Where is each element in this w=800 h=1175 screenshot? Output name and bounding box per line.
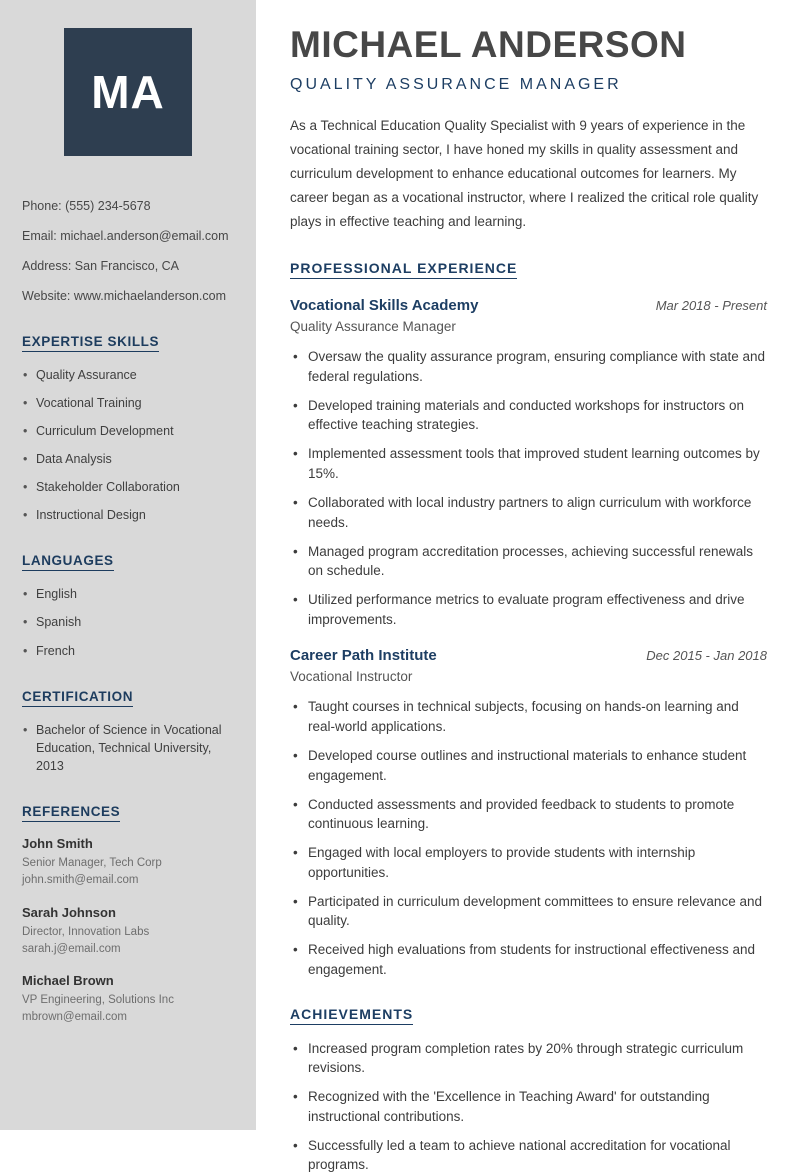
job-bullet: • Oversaw the quality assurance program, ensuring compliance with state and federal regulations. xyxy=(290,347,767,386)
skill-item: • Curriculum Development xyxy=(22,422,234,440)
language-item: • French xyxy=(22,642,234,660)
contact-phone: Phone: (555) 234-5678 xyxy=(22,199,151,213)
job-bullet: • Developed training materials and conducted workshops for instructors on effective teaching strategies. xyxy=(290,396,767,435)
job-role: Quality Assurance Manager xyxy=(290,319,456,335)
main-content xyxy=(256,0,800,1173)
references-section xyxy=(22,803,234,1027)
reference-title: Director, Innovation Labs xyxy=(22,925,150,938)
reference-title: VP Engineering, Solutions Inc xyxy=(22,994,174,1006)
reference-entry xyxy=(22,973,234,1027)
experience-section xyxy=(290,260,767,980)
job-header xyxy=(290,647,767,664)
skill-item: • Stakeholder Collaboration xyxy=(22,478,234,496)
certification-list xyxy=(22,721,234,775)
achievements-section xyxy=(290,1006,767,1175)
reference-entry xyxy=(22,836,234,890)
achievement-bullet: • Successfully led a team to achieve national accreditation for vocational programs. xyxy=(290,1136,767,1175)
contact-website: Website: www.michaelanderson.com xyxy=(22,288,227,303)
skills-section xyxy=(22,333,234,525)
job-role: Vocational Instructor xyxy=(290,669,413,685)
skill-item: • Instructional Design xyxy=(22,506,234,524)
job-company: Vocational Skills Academy xyxy=(290,297,479,315)
language-item: • English xyxy=(22,585,234,603)
job-bullet: • Participated in curriculum development committees to ensure relevance and quality. xyxy=(290,892,767,931)
achievements-list xyxy=(290,1039,767,1175)
job-entry xyxy=(290,647,767,979)
job-bullet: • Collaborated with local industry partners to align curriculum with workforce needs. xyxy=(290,493,767,532)
job-bullet-list xyxy=(290,697,767,979)
languages-list xyxy=(22,585,234,659)
language-item: • Spanish xyxy=(22,613,234,631)
job-company: Career Path Institute xyxy=(290,647,437,665)
skill-item: • Data Analysis xyxy=(22,450,234,468)
reference-name: John Smith xyxy=(22,836,93,851)
achievement-bullet: • Recognized with the 'Excellence in Teaching Award' for outstanding instructional contributions. xyxy=(290,1087,767,1126)
reference-name: Sarah Johnson xyxy=(22,904,116,920)
job-dates: Mar 2018 - Present xyxy=(655,298,767,314)
achievement-bullet: • Increased program completion rates by 20% through strategic curriculum revisions. xyxy=(290,1039,767,1078)
job-bullet: • Developed course outlines and instructional materials to enhance student engagement. xyxy=(290,746,767,785)
job-bullet: • Implemented assessment tools that improved student learning outcomes by 15%. xyxy=(290,444,767,483)
job-bullet: • Engaged with local employers to provide students with internship opportunities. xyxy=(290,843,767,882)
job-dates: Dec 2015 - Jan 2018 xyxy=(646,648,767,664)
job-header xyxy=(290,297,767,314)
job-entry xyxy=(290,297,767,629)
job-bullet: • Received high evaluations from students for instructional effectiveness and engagement. xyxy=(290,940,767,979)
person-role-title: QUALITY ASSURANCE MANAGER xyxy=(290,76,622,93)
job-bullet: • Utilized performance metrics to evaluate program effectiveness and drive improvements. xyxy=(290,590,767,629)
languages-section-title: LANGUAGES xyxy=(22,553,114,571)
job-bullet: • Managed program accreditation processes, achieving successful renewals on schedule. xyxy=(290,542,767,581)
reference-name: Michael Brown xyxy=(22,973,114,988)
certification-section xyxy=(22,688,234,775)
contact-info xyxy=(22,198,234,305)
contact-email: Email: michael.anderson@email.com xyxy=(22,228,229,243)
reference-entry xyxy=(22,905,234,959)
skill-item: • Vocational Training xyxy=(22,394,234,412)
reference-email: john.smith@email.com xyxy=(22,874,139,887)
avatar xyxy=(64,28,192,156)
skills-list xyxy=(22,366,234,525)
languages-section xyxy=(22,552,234,659)
references-section-title: REFERENCES xyxy=(22,804,120,822)
achievements-section-title: ACHIEVEMENTS xyxy=(290,1006,413,1025)
certification-section-title: CERTIFICATION xyxy=(22,689,133,707)
skill-item: • Quality Assurance xyxy=(22,366,234,384)
certification-item: • Bachelor of Science in Vocational Education, Technical University, 2013 xyxy=(22,721,234,775)
avatar-initials: MA xyxy=(91,66,165,118)
reference-email: mbrown@email.com xyxy=(22,1011,127,1024)
reference-email: sarah.j@email.com xyxy=(22,942,121,955)
sidebar xyxy=(0,0,256,1130)
contact-address: Address: San Francisco, CA xyxy=(22,258,180,273)
job-bullet-list xyxy=(290,347,767,629)
person-name: MICHAEL ANDERSON xyxy=(290,24,687,65)
experience-section-title: PROFESSIONAL EXPERIENCE xyxy=(290,260,517,279)
job-bullet: • Conducted assessments and provided feedback to students to promote continuous learning. xyxy=(290,795,767,834)
skills-section-title: EXPERTISE SKILLS xyxy=(22,334,159,352)
profile-summary: As a Technical Education Quality Specialist with 9 years of experience in the vocational training sector, I have honed my skills in quality assessment and curriculum development to enhance educational outcomes for learners. My career began as a vocational instructor, where I realized the critical role quality plays in effective teaching and learning. xyxy=(290,118,759,230)
job-bullet: • Taught courses in technical subjects, focusing on hands-on learning and real-world applications. xyxy=(290,697,767,736)
reference-title: Senior Manager, Tech Corp xyxy=(22,857,162,869)
